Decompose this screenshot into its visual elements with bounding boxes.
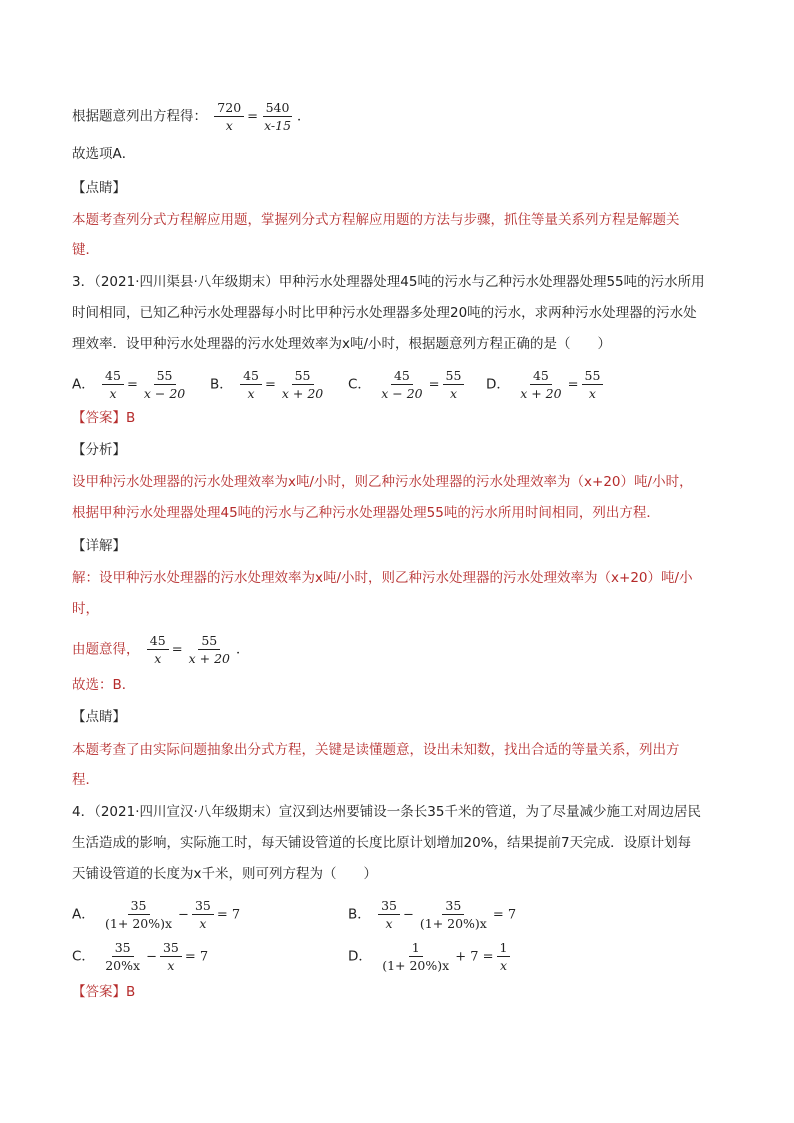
equation-line-p1: 根据题意列出方程得： $\frac{720}{x}$ = $\frac{540}{x-15}$ ． xyxy=(72,100,311,133)
q3-detail-text-cont: 时， xyxy=(72,601,99,617)
q4-answer: 【答案】B xyxy=(72,984,136,1000)
q4-text-line1: 4．（2021·四川宣汉·八年级期末）宣汉到达州要铺设一条长35千米的管道，为了尽量减少施工对周边居民 xyxy=(72,804,701,820)
q3-detail-equation: 由题意得， $\frac{45}{x}$ = $\frac{55}{x + 20}$ ． xyxy=(72,633,250,666)
q3-tip-heading: 【点睛】 xyxy=(72,709,126,725)
p1-tip-text: 本题考查列分式方程解应用题，掌握列分式方程解应用题的方法与步骤，抓住等量关系列方程是解题关 xyxy=(72,212,680,228)
fraction-720-x: $\frac{720}{x}$ xyxy=(214,100,244,133)
q3-analysis-text-cont: 根据甲种污水处理器处理45吨的污水与乙种污水处理器处理55吨的污水所用时间相同，列出方程． xyxy=(72,505,660,521)
p1-tip-text-cont: 键． xyxy=(72,242,99,258)
q4-text-line2: 生活造成的影响，实际施工时，每天铺设管道的长度比原计划增加20%，结果提前7天完成．设原计划每 xyxy=(72,835,692,851)
q3-option-b: B． $\frac{45}{x}$ = $\frac{55}{x + 20}$ xyxy=(210,368,324,401)
q3-detail-text: 解：设甲种污水处理器的污水处理效率为x吨/小时，则乙种污水处理器的污水处理效率为（x+20）吨/小 xyxy=(72,570,693,586)
q4-text-line3: 天铺设管道的长度为x千米，则可列方程为（ ） xyxy=(72,866,377,882)
p1-tip-heading: 【点睛】 xyxy=(72,180,126,196)
q3-answer: 【答案】B xyxy=(72,410,136,426)
equals-sign: = xyxy=(247,109,259,125)
q3-text-line1: 3．（2021·四川渠县·八年级期末）甲种污水处理器处理45吨的污水与乙种污水处理器处理55吨的污水所用 xyxy=(72,274,705,290)
q3-tip-text: 本题考查了由实际问题抽象出分式方程，关键是读懂题意，设出未知数，找出合适的等量关系，列出方 xyxy=(72,742,680,758)
p1-answer: 故选项A． xyxy=(72,146,136,162)
q4-option-a: A． $\frac{35}{(1+ 20\%)x}$ − $\frac{35}{x}$ = 7 xyxy=(72,898,241,931)
q3-text-line2: 时间相同，已知乙种污水处理器每小时比甲种污水处理器多处理20吨的污水，求两种污水处理器的污水处 xyxy=(72,305,697,321)
q3-analysis-text: 设甲种污水处理器的污水处理效率为x吨/小时，则乙种污水处理器的污水处理效率为（x+20）吨/小时， xyxy=(72,474,693,490)
q3-text-line3: 理效率．设甲种污水处理器的污水处理效率为x吨/小时，根据题意列方程正确的是（ ） xyxy=(72,336,612,352)
q3-option-a: A． $\frac{45}{x}$ = $\frac{55}{x - 20}$ xyxy=(72,368,186,401)
q3-option-d: D． $\frac{45}{x + 20}$ = $\frac{55}{x}$ xyxy=(486,368,606,401)
q3-detail-heading: 【详解】 xyxy=(72,538,126,554)
q3-tip-text-cont: 程． xyxy=(72,772,99,788)
q4-option-b: B． $\frac{35}{x}$ − $\frac{35}{(1+ 20\%)x}$ = 7 xyxy=(348,898,517,931)
q4-option-d: D． $\frac{1}{(1+ 20\%)x}$ + 7 = $\frac{1}{x}$ xyxy=(348,940,513,973)
q4-option-c: C． $\frac{35}{20\%x}$ − $\frac{35}{x}$ = 7 xyxy=(72,940,209,973)
equation-prefix: 根据题意列出方程得： xyxy=(72,108,207,125)
q3-choose: 故选：B． xyxy=(72,677,136,693)
fraction-540-x15: $\frac{540}{x-15}$ xyxy=(264,100,292,133)
q3-analysis-heading: 【分析】 xyxy=(72,442,126,458)
q3-option-c: C． $\frac{45}{x - 20}$ = $\frac{55}{x}$ xyxy=(348,368,467,401)
